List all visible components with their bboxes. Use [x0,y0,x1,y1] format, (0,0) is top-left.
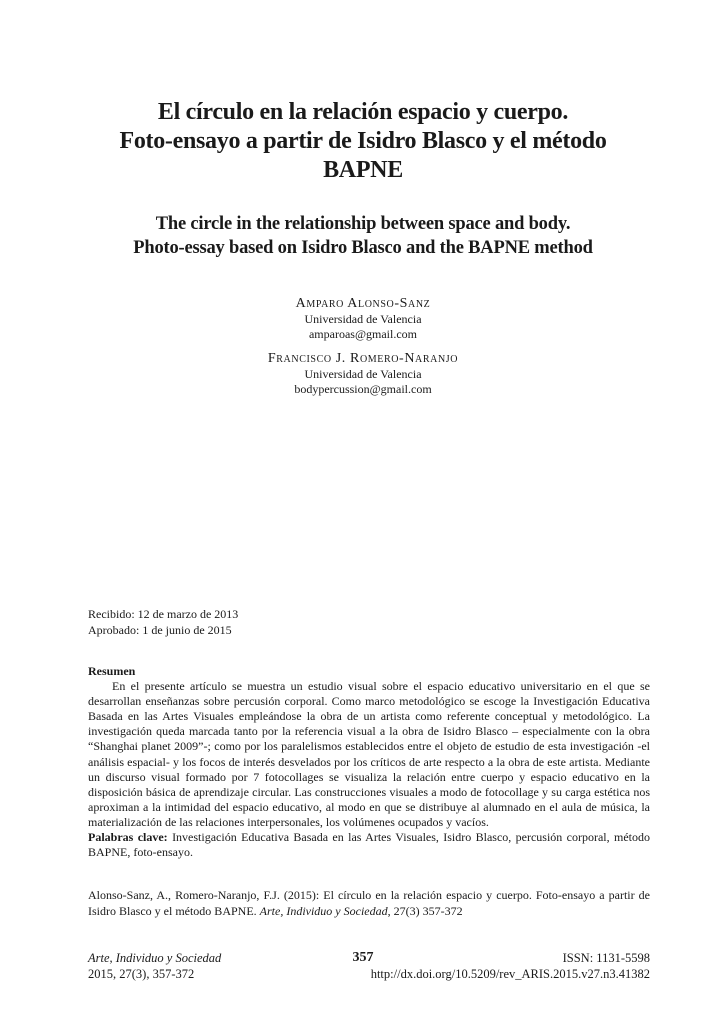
title-spanish [60,98,666,185]
keywords [88,830,650,860]
citation-text: Alonso-Sanz, A., Romero-Naranjo, F.J. (2015): El círculo en la relación espacio y cuerpo. Foto-ensayo a partir de Isidro Blasco y el método BAPNE. [88,888,650,918]
footer-doi[interactable]: http://dx.doi.org/10.5209/rev_ARIS.2015.v27.n3.41382 [370,967,650,981]
submission-dates [88,606,238,638]
title-spanish-line-3: BAPNE [323,157,403,183]
author-block-2 [200,350,526,397]
author-name: Francisco J. Romero-Naranjo [267,351,459,366]
abstract-heading: Resumen [88,664,136,678]
footer-identifiers [371,950,650,982]
author-affiliation: Universidad de Valencia [304,312,422,326]
citation-journal: Arte, Individuo y Sociedad [259,903,388,918]
keywords-text: Investigación Educativa Basada en las Artes Visuales, Isidro Blasco, percusión corporal, método BAPNE, foto-ensayo. [88,830,651,860]
title-spanish-line-2: Foto-ensayo a partir de Isidro Blasco y el método [119,128,607,154]
footer-issue: 2015, 27(3), 357-372 [88,967,195,981]
keywords-label: Palabras clave: [88,830,168,845]
author-name: Amparo Alonso-Sanz [295,296,431,311]
title-english [60,212,666,260]
approved-date: Aprobado: 1 de junio de 2015 [88,623,232,637]
author-email[interactable]: bodypercussion@gmail.com [294,382,432,396]
abstract-text: En el presente artículo se muestra un estudio visual sobre el espacio educativo universitario en el que se desarrollan enseñanzas sobre percusión corporal. Como marco metodológico se escoge la Investigación Educativa Basada en las Artes Visuales empleándose la obra de un artista como referente conceptual y metodológico. La investigación queda marcada tanto por la referencia visual a la obra de Isidro Blasco – especialmente con la obra “Shanghai planet 2009”-; como por los paralelismos establecidos entre el objeto de estudio de esta investigación -el análisis espacial- y los focos de interés desvelados por los críticos de arte respecto a la obra de este artista. Mediante un discurso visual formado por 7 fotocollages se visualiza la relación entre cuerpo y espacio educativo en la disposición básica de aprendizaje circular. Las construcciones visuales a modo de fotocollage y su carga estética nos aproximan a la intimidad del espacio educativo, al modo en que se distribuye al alumnado en el aula de música, la materialización de las relaciones interpersonales, los volúmenes ocupados y vacíos. [88,679,650,829]
author-email[interactable]: amparoas@gmail.com [308,327,418,341]
author-block-1 [200,295,526,342]
author-affiliation: Universidad de Valencia [304,367,422,381]
title-english-line-1: The circle in the relationship between space and body. [155,214,571,234]
citation-issue: , 27(3) 357-372 [387,903,463,918]
title-english-line-2: Photo-essay based on Isidro Blasco and the BAPNE method [133,238,593,258]
footer-journal-name: Arte, Individuo y Sociedad [88,951,222,965]
abstract-section [88,664,650,860]
title-spanish-line-1: El círculo en la relación espacio y cuerpo. [157,99,569,125]
citation [88,888,650,919]
received-date: Recibido: 12 de marzo de 2013 [88,607,239,621]
footer-journal-info [88,950,221,982]
footer-issn: ISSN: 1131-5598 [562,951,650,965]
page-number: 357 [352,950,374,965]
